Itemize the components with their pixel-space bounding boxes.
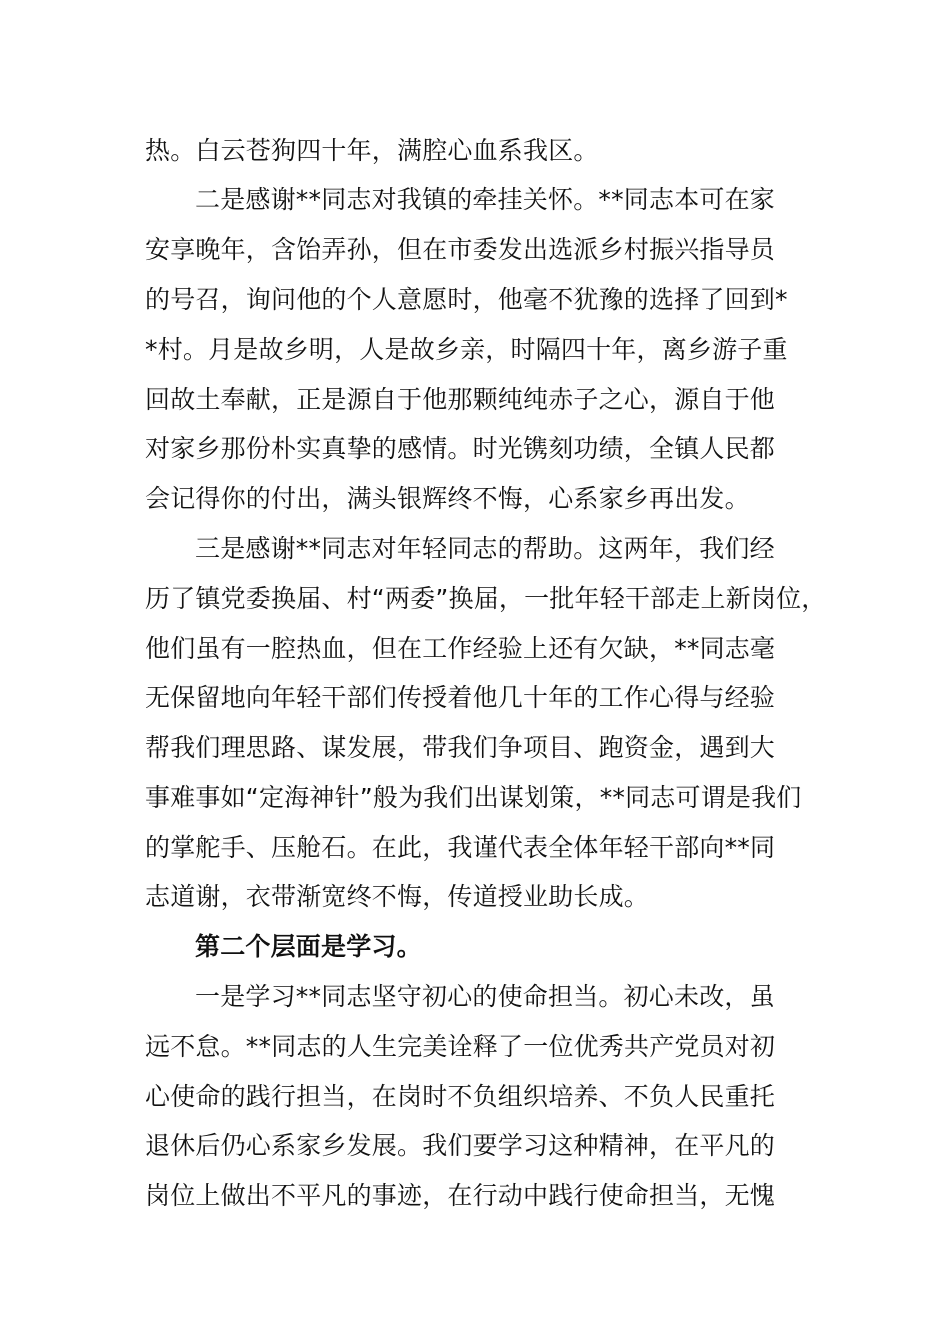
text-line: 远不怠。**同志的人生完美诠释了一位优秀共产党员对初	[145, 1032, 776, 1061]
text-line: *村。月是故乡明，人是故乡亲，时隔四十年，离乡游子重	[145, 335, 788, 364]
text-line: 对家乡那份朴实真挚的感情。时光镌刻功绩，全镇人民都	[145, 434, 776, 463]
paragraph-start-line: 三是感谢**同志对年轻同志的帮助。这两年，我们经	[195, 534, 775, 563]
text-line: 的号召，询问他的个人意愿时，他毫不犹豫的选择了回到*	[145, 285, 788, 314]
text-line: 心使命的践行担当，在岗时不负组织培养、不负人民重托	[145, 1082, 776, 1111]
text-line: 热。白云苍狗四十年，满腔心血系我区。	[145, 136, 599, 165]
text-line: 无保留地向年轻干部们传授着他几十年的工作心得与经验	[145, 683, 776, 712]
text-line: 回故土奉献，正是源自于他那颗纯纯赤子之心，源自于他	[145, 385, 776, 414]
text-line: 退休后仍心系家乡发展。我们要学习这种精神，在平凡的	[145, 1131, 776, 1160]
text-line: 他们虽有一腔热血，但在工作经验上还有欠缺，**同志毫	[145, 634, 776, 663]
paragraph-start-line: 二是感谢**同志对我镇的牵挂关怀。**同志本可在家	[195, 185, 776, 214]
text-line: 志道谢，衣带渐宽终不悔，传道授业助长成。	[145, 882, 650, 911]
section-heading: 第二个层面是学习。	[195, 932, 422, 961]
text-line: 岗位上做出不平凡的事迹，在行动中践行使命担当，无愧	[145, 1181, 776, 1210]
paragraph-start-line: 一是学习**同志坚守初心的使命担当。初心未改，虽	[195, 982, 775, 1011]
text-line: 帮我们理思路、谋发展，带我们争项目、跑资金，遇到大	[145, 733, 776, 762]
text-line: 安享晚年，含饴弄孙，但在市委发出选派乡村振兴指导员	[145, 235, 776, 264]
text-line: 会记得你的付出，满头银辉终不悔，心系家乡再出发。	[145, 484, 750, 513]
text-line: 历了镇党委换届、村“两委”换届，一批年轻干部走上新岗位，	[145, 584, 827, 613]
text-line: 的掌舵手、压舱石。在此，我谨代表全体年轻干部向**同	[145, 833, 776, 862]
text-line: 事难事如“定海神针”般为我们出谋划策，**同志可谓是我们	[145, 783, 802, 812]
